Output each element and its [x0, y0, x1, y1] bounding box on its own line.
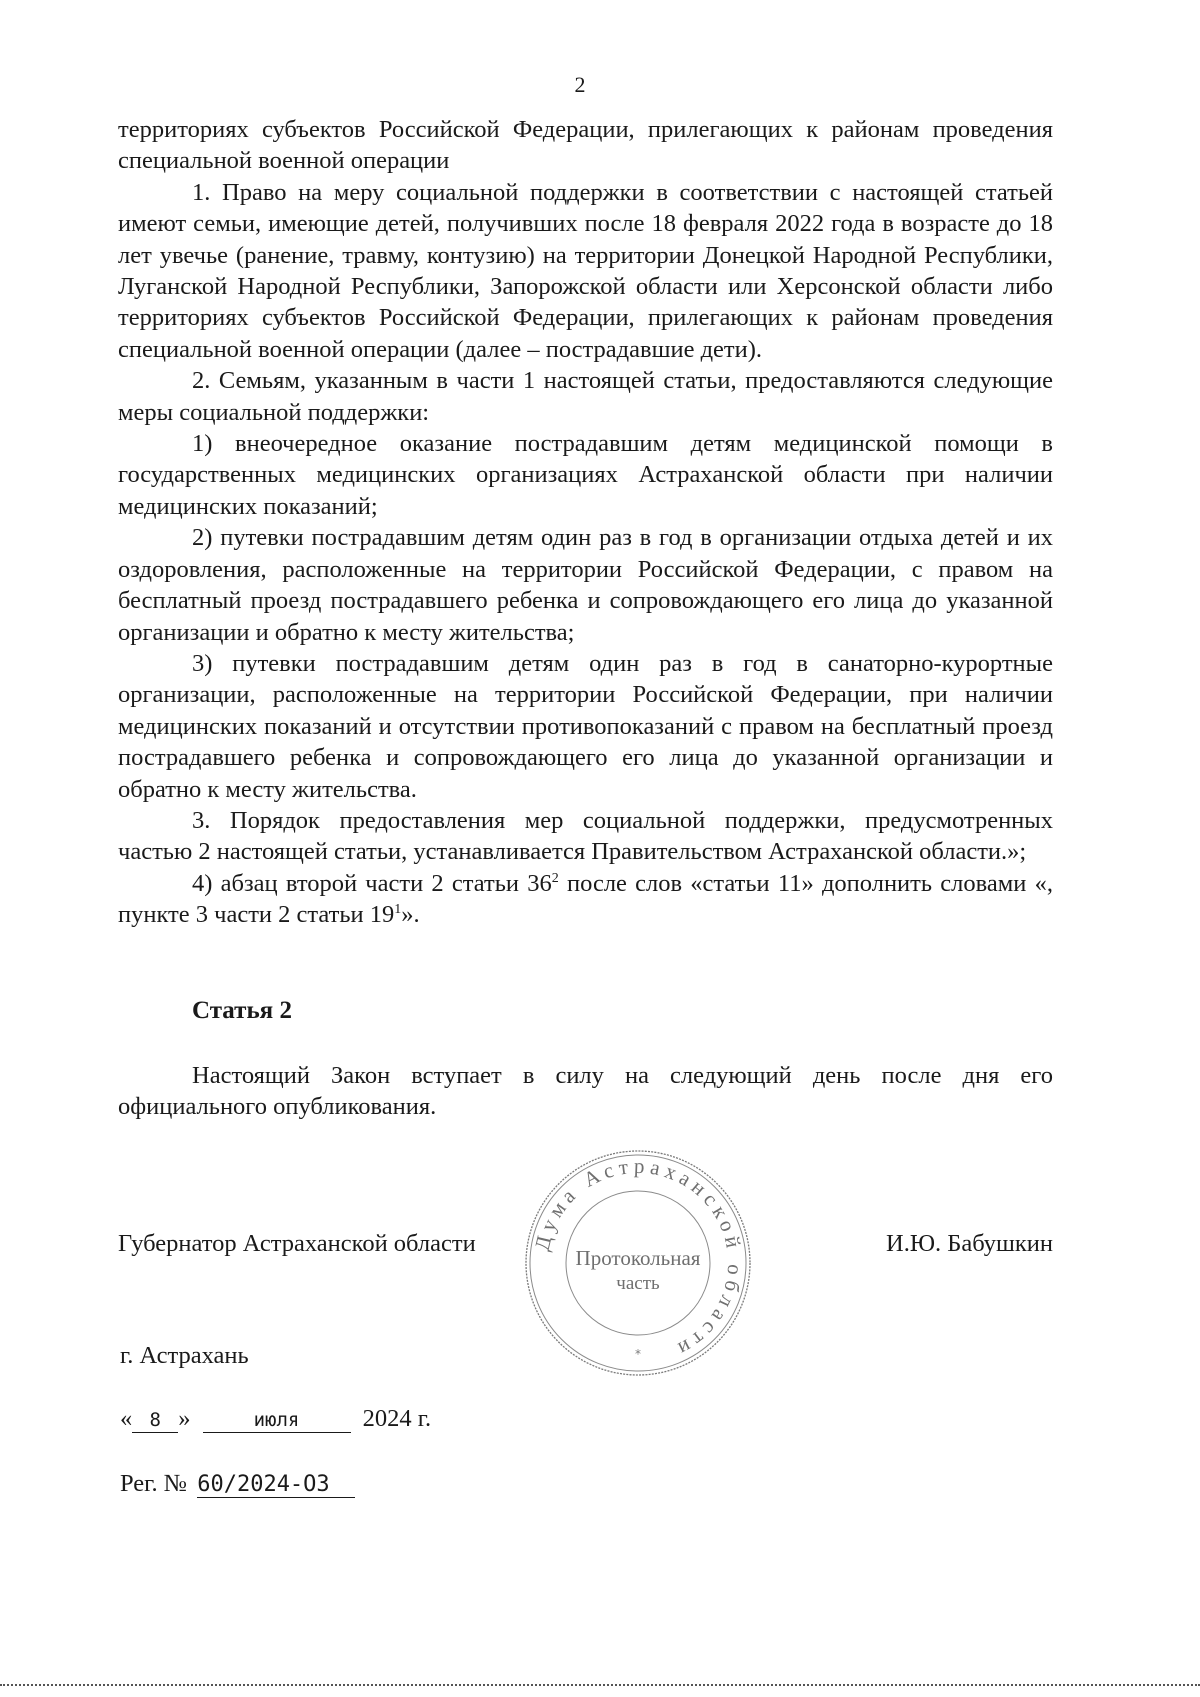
- superscript-1: 1: [394, 902, 402, 918]
- signing-date: [120, 1405, 431, 1433]
- scan-bottom-border: [0, 1684, 1200, 1686]
- amendment-text-c: ».: [401, 901, 420, 929]
- registration-label: Рег. №: [120, 1470, 188, 1497]
- superscript-2: 2: [551, 870, 559, 886]
- paragraph-item-1: 1) внеочередное оказание пострадавшим детям медицинской помощи в государственных медицинских организациях Астраханской области при наличии медицинских показаний;: [118, 430, 1053, 520]
- date-day: 8: [132, 1408, 178, 1433]
- amendment-text-a: 4) абзац второй части 2 статьи 36: [192, 869, 552, 897]
- seal-center-line-1: Протокольная: [575, 1246, 701, 1270]
- date-open-quote: «: [120, 1405, 133, 1432]
- seal-star-icon: *: [635, 1347, 641, 1361]
- page-number: 2: [574, 72, 586, 97]
- governor-title: Губернатор Астраханской области: [118, 1230, 476, 1257]
- law-body: [118, 114, 1053, 931]
- paragraph-amendment-4: [118, 868, 1053, 931]
- registration-number: 60/2024-ОЗ: [197, 1473, 355, 1498]
- place-of-signing: г. Астрахань: [120, 1342, 249, 1369]
- paragraph-item-2: 2) путевки пострадавшим детям один раз в год в организации отдыха детей и их оздоровления, расположенные на территории Российской Федерации, с правом на бесплатный проезд пострадавшего ребенка и сопровождающего его лица до указанной организации и обратно к месту жительства;: [118, 524, 1053, 646]
- paragraph-item-3: 3) путевки пострадавшим детям один раз в год в санаторно-курортные организации, расположенные на территории Российской Федерации, при наличии медицинских показаний и отсутствии противопоказаний с правом на бесплатный проезд пострадавшего ребенка и сопровождающего его лица до указанной организации и обратно к месту жительства.: [118, 649, 1053, 803]
- registration-line: [120, 1470, 355, 1498]
- seal-ring-text: Дума Астраханской области: [529, 1153, 748, 1364]
- date-year: 2024 г.: [362, 1405, 432, 1432]
- date-month: июля: [203, 1408, 351, 1433]
- official-seal: [523, 1148, 753, 1378]
- paragraph-continuation: территориях субъектов Российской Федерации, прилегающих к районам проведения специальной военной операции: [118, 116, 1053, 175]
- paragraph-part-2: 2. Семьям, указанным в части 1 настоящей статьи, предоставляются следующие меры социальной поддержки:: [118, 367, 1053, 426]
- paragraph-part-3: 3. Порядок предоставления мер социальной поддержки, предусмотренных частью 2 настоящей статьи, устанавливается Правительством Астраханской области.»;: [118, 806, 1053, 866]
- seal-center-line-2: часть: [616, 1273, 660, 1294]
- article-2-text: Настоящий Закон вступает в силу на следующий день после дня его официального опубликования.: [118, 1062, 1053, 1121]
- article-2-heading: Статья 2: [192, 997, 292, 1024]
- paragraph-part-1: 1. Право на меру социальной поддержки в соответствии с настоящей статьей имеют семьи, имеющие детей, получивших после 18 февраля 2022 года в возрасте до 18 лет увечье (ранение, травму, контузию) на территории Донецкой Народной Республики, Луганской Народной Республики, Запорожской области или Херсонской области либо территориях субъектов Российской Федерации, прилегающих к районам проведения специальной военной операции (далее – пострадавшие дети).: [118, 178, 1053, 363]
- amendment-text-b: после слов «статьи 11» дополнить словами «, пункте 3 части 2 статьи 19: [118, 869, 1053, 929]
- article-2-body: [118, 1060, 1053, 1123]
- governor-name: И.Ю. Бабушкин: [886, 1230, 1053, 1257]
- date-close-quote: »: [178, 1405, 191, 1432]
